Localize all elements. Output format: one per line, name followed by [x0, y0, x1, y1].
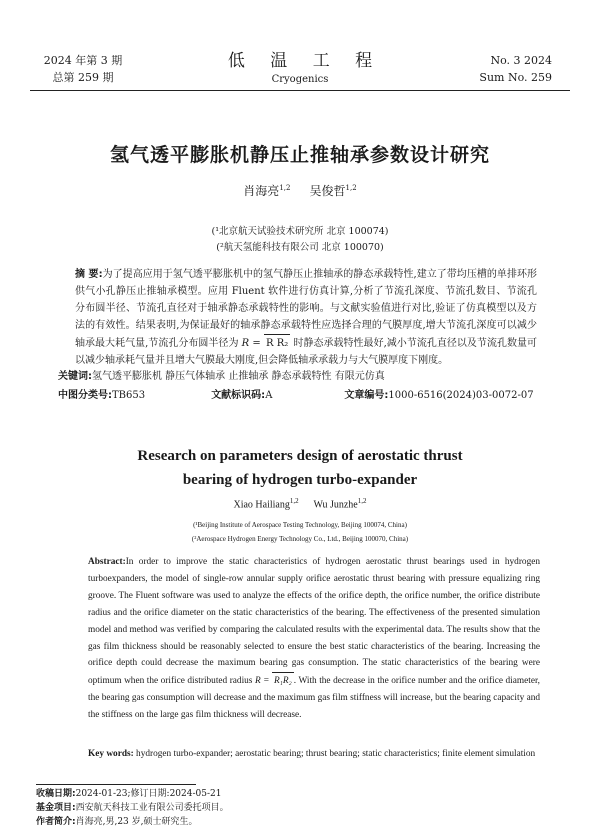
keywords-en: [88, 746, 540, 762]
abstract-cn: [75, 266, 537, 369]
footnote-text: 肖海亮,男,23 岁,硕士研究生。: [75, 817, 198, 827]
footnote-label: 作者简介:: [36, 817, 76, 827]
keywords-en-text: hydrogen turbo-expander; aerostatic bearing; thrust bearing; static characteristics; finite element simulation: [136, 749, 536, 759]
abstract-en: [88, 554, 540, 724]
keywords-cn-label: 关键词:: [58, 371, 92, 382]
formula-lhs: R =: [241, 338, 264, 349]
abstract-en-text-cont: . With the decrease in the orifice number and the orifice diameter, the bearing gas consumption will decrease and the maximum gas film stiffness will increase, but the bearing capacity and the stiffness on the large gas film thickness will decrease.: [88, 676, 540, 721]
abstract-cn-text: 为了提高应用于氢气透平膨胀机中的氢气静压止推轴承的静态承载特性,建立了带均压槽的单排环形供气小孔静压止推轴承模型。应用 Fluent 软件进行仿真计算,分析了节流孔深度、节流孔数目、节流孔分布圆半径、节流孔直径对于轴承静态承载特性的影响。与文献实验值进行对比,验证了仿真模型以及方法的有效性。结果表明,为保证最好的轴承静态承载特性应选择合理的气膜厚度,增大节流孔深度可以减少轴承最大耗气量,节流孔分布圆半径为: [75, 269, 537, 349]
issue-sum-en: Sum No. 259: [479, 71, 552, 84]
author-affil-mark: 1,2: [345, 184, 357, 192]
journal-name: [210, 46, 390, 85]
author-affil-mark: 1,2: [357, 497, 367, 505]
journal-name-cn: 低 温 工 程: [227, 51, 383, 71]
doc-code-label: 文献标识码:: [211, 390, 266, 401]
author-name: 肖海亮: [243, 184, 280, 198]
paper-title-cn: 氢气透平膨胀机静压止推轴承参数设计研究: [109, 144, 490, 166]
formula-radicand: R R₂: [265, 338, 289, 349]
footnote-label: 基金项目:: [36, 803, 76, 813]
footnote-rule: [36, 784, 196, 785]
paper-title-en: [0, 444, 600, 492]
article-number-label: 文章编号:: [344, 390, 389, 401]
journal-name-en: Cryogenics: [271, 74, 329, 85]
paper-title-en-line2: bearing of hydrogen turbo-expander: [182, 472, 418, 488]
keywords-cn: [58, 367, 538, 382]
author-name-en: Xiao Hailiang: [233, 499, 290, 511]
keywords-cn-text: 氢气透平膨胀机 静压气体轴承 止推轴承 静态承载特性 有限元仿真: [92, 371, 385, 382]
formula-lhs-en: R =: [254, 676, 272, 687]
header-rule: [30, 90, 570, 91]
article-number-value: 1000-6516(2024)03-0072-07: [388, 390, 534, 401]
issue-info-en: [479, 52, 552, 86]
formula-sqrt: [264, 334, 290, 352]
doc-code-value: A: [265, 390, 273, 401]
footnotes: [36, 787, 566, 829]
footnote-author-bio: [36, 815, 566, 829]
affiliation-cn: (¹北京航天试验技术研究所 北京 100074): [211, 226, 389, 237]
clc-value: TB653: [112, 390, 146, 401]
footnote-label: 收稿日期:: [36, 789, 76, 799]
issue-total-number: 总第 259 期: [52, 71, 114, 84]
formula-radicand-en: R₁R₂: [273, 676, 292, 687]
footnote-text: 2024-01-23;修订日期:2024-05-21: [75, 789, 222, 799]
author-affil-mark: 1,2: [279, 184, 291, 192]
author-name-en: Wu Junzhe: [313, 499, 358, 511]
footnote-text: 西安航天科技工业有限公司委托项目。: [75, 803, 229, 813]
classification: [58, 386, 538, 401]
issue-info: [38, 52, 128, 86]
keywords-en-label: Key words:: [88, 749, 134, 759]
authors-en: [0, 497, 600, 510]
paper-title-en-line1: Research on parameters design of aerostatic thrust: [137, 448, 463, 464]
authors-cn: [0, 182, 600, 199]
abstract-en-text: In order to improve the static characteristics of hydrogen aerostatic thrust bearings used in hydrogen turboexpanders, the model of single-row annular supply orifice aerostatic thrust bearing with pressure equalizing ring groove. The Fluent software was used to analyze the effects of the orifice depth, the orifice number, the orifice distribute radius and the orifice diameter on the static characteristics of the bearing. The effectiveness of the presented simulation model and method was verified by comparing the calculated results with the experimental data. The results show that the gas film thickness should be reasonably selected to ensure the best static characteristics of the bearing. Increasing the orifice depth could decrease the maximum bearing gas consumption. The static characteristics of the bearing were optimum when the orifice distributed radius: [88, 557, 540, 687]
clc-label: 中图分类号:: [58, 390, 112, 401]
affiliation-cn: (²航天氢能科技有限公司 北京 100070): [216, 242, 384, 253]
author-name: 吴俊哲: [309, 184, 346, 198]
footnote-received: [36, 787, 566, 801]
affiliation-en: (²Aerospace Hydrogen Energy Technology Co., Ltd., Beijing 100070, China): [191, 535, 409, 543]
author-affil-mark: 1,2: [289, 497, 299, 505]
abstract-en-label: Abstract:: [88, 557, 126, 567]
footnote-funding: [36, 801, 566, 815]
issue-number-en: No. 3 2024: [490, 54, 552, 67]
abstract-cn-label: 摘 要:: [75, 269, 103, 280]
abstract-cn-text-cont: 时静态承载特性最好,减小节流孔直径以及节流孔数量可以减少轴承耗气量并且增大气膜最大刚度,但会降低轴承承载力与大气膜厚度下刚度。: [75, 338, 538, 366]
formula-sqrt-en: [272, 672, 294, 690]
affiliation-en: (¹Beijing Institute of Aerospace Testing Technology, Beijing 100074, China): [193, 521, 407, 529]
issue-year-number: 2024 年第 3 期: [43, 54, 123, 67]
